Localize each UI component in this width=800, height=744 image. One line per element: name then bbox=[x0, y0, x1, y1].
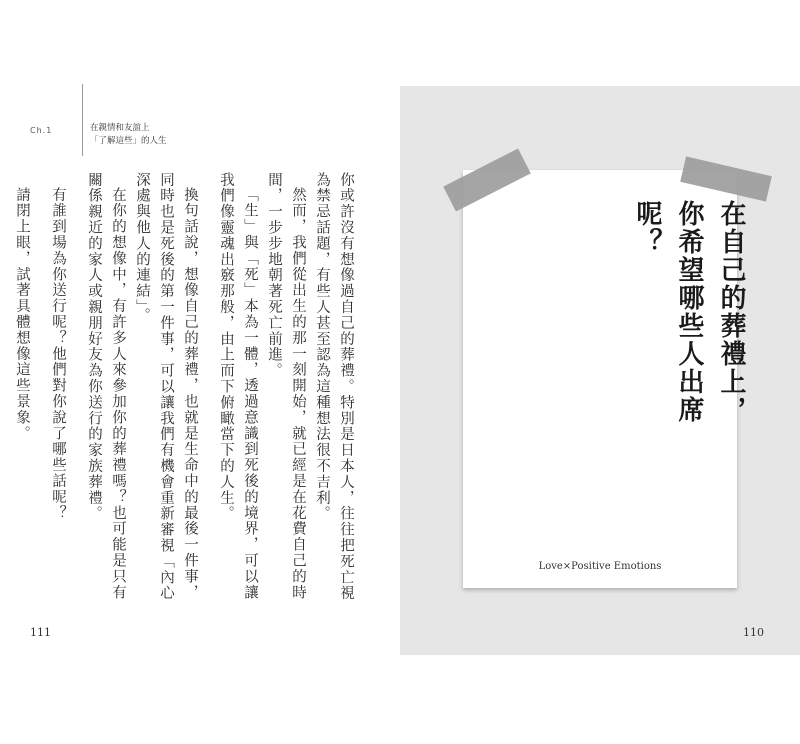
right-page bbox=[400, 86, 800, 655]
chapter-title-line1: 在親情和友誼上 bbox=[90, 123, 150, 133]
pinned-card bbox=[463, 170, 746, 588]
left-page bbox=[0, 0, 400, 655]
paragraph: 有誰到場為你送行呢？他們對你說了哪些話呢？ bbox=[50, 186, 66, 521]
headline-line2: 你希望哪些人出席呢？ bbox=[632, 200, 704, 424]
paragraph: 在你的想像中，有許多人來參加你的葬禮嗎？也可能是只有關係親近的家人或親朋好友為你送行的家族葬禮。 bbox=[86, 172, 126, 600]
paragraph: 然而，我們從出生的那一刻開始，就已經是在花費自己的時間，一步步地朝著死亡前進。 bbox=[266, 172, 306, 600]
page-number-left: 111 bbox=[30, 626, 51, 639]
paragraph: 請閉上眼，試著具體想像這些景象。 bbox=[14, 186, 30, 441]
paragraph: 你或許沒有想像過自己的葬禮。特別是日本人，往往把死亡視為禁忌話題，有些人甚至認為這種想法很不吉利。 bbox=[314, 172, 354, 602]
card-footer: Love×Positive Emotions bbox=[538, 561, 662, 572]
paragraph: 換句話說，想像自己的葬禮，也就是生命中的最後一件事，同時也是死後的第一件事，可以讓我們有機會重新審視「內心深處與他人的連結」。 bbox=[134, 172, 198, 602]
paragraph: 「生」與「死」本為一體，透過意識到死後的境界，可以讓我們像靈魂出竅那般，由上而下俯瞰當下的人生。 bbox=[218, 172, 258, 600]
page-number-right: 110 bbox=[743, 626, 764, 639]
chapter-divider bbox=[82, 84, 83, 156]
chapter-title-line2: 「了解這些」的人生 bbox=[90, 136, 167, 146]
body-text bbox=[10, 172, 358, 602]
card-headline bbox=[626, 200, 752, 460]
chapter-number: Ch.1 bbox=[30, 126, 53, 135]
headline-line1: 在自己的葬禮上， bbox=[716, 200, 746, 424]
